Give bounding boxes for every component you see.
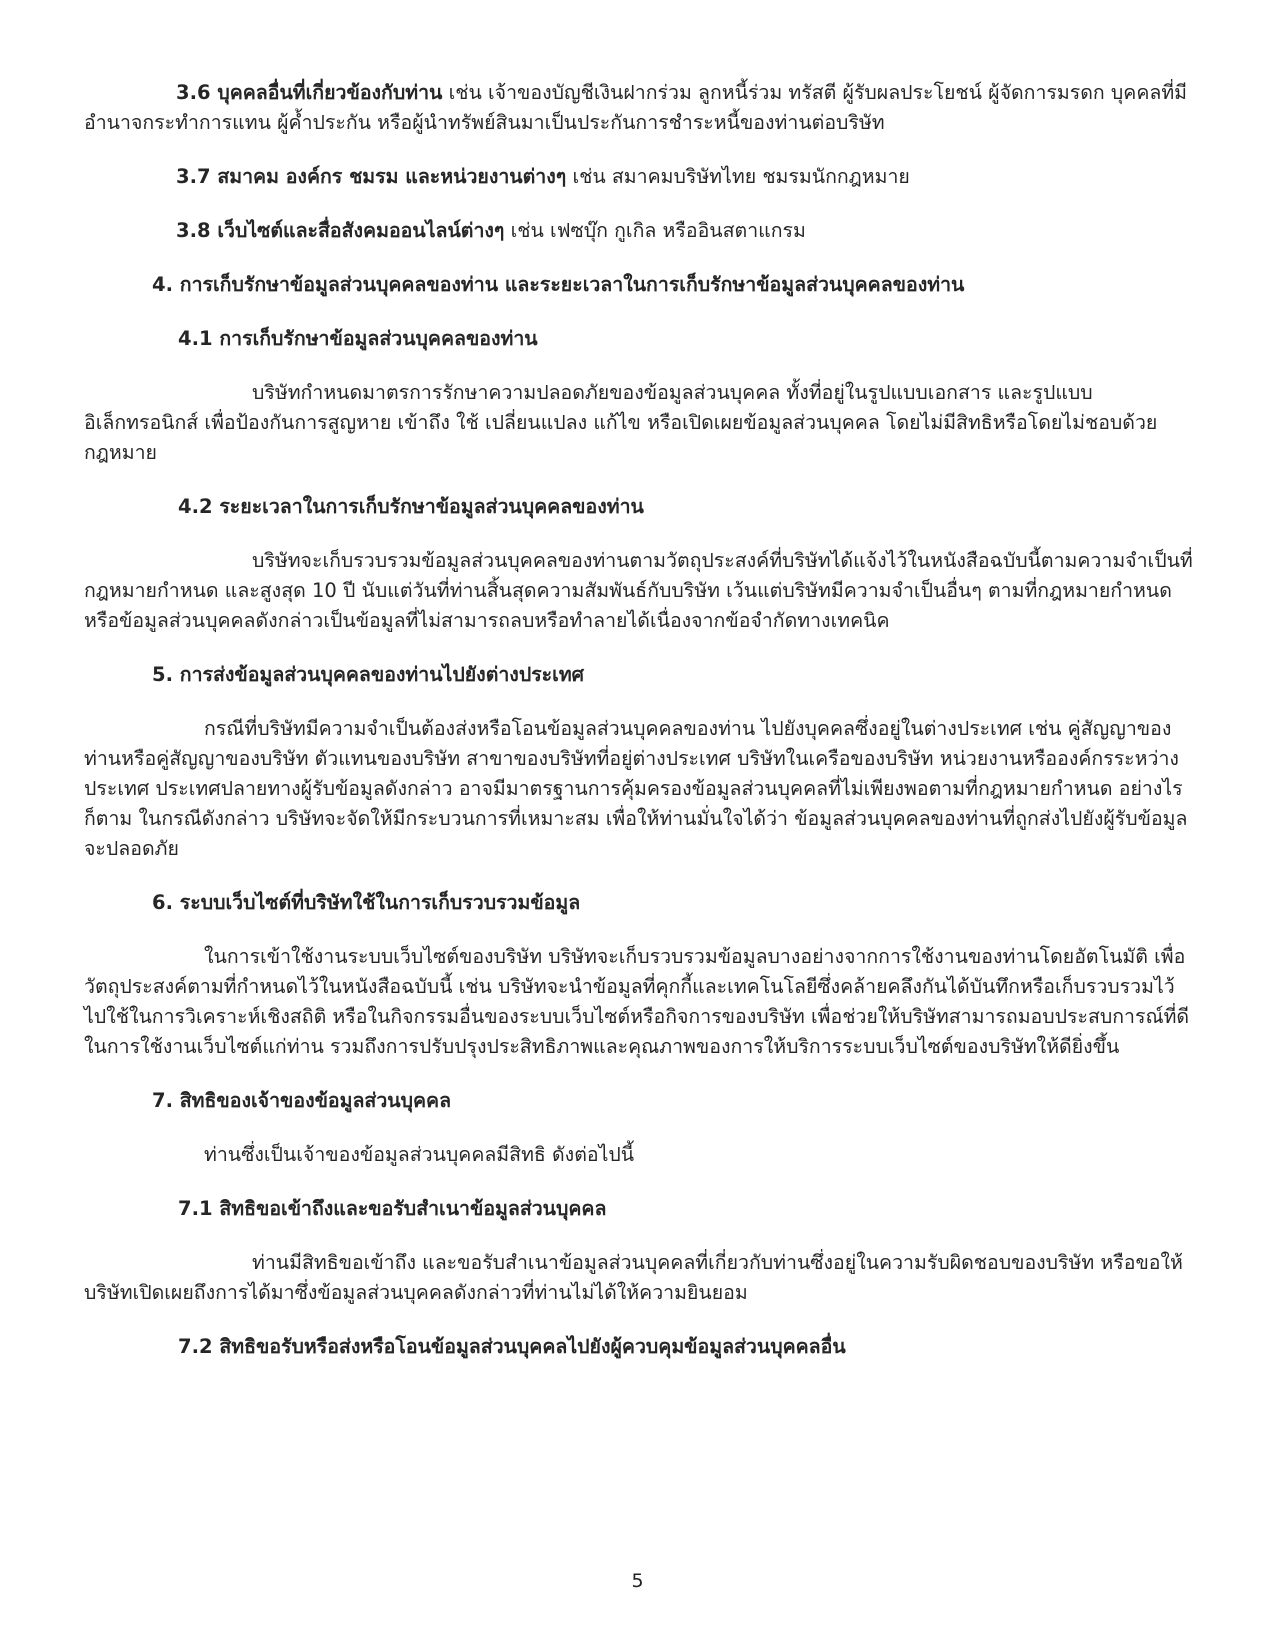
section-heading-6: 6. ระบบเว็บไซต์ที่บริษัทใช้ในการเก็บรวบรวมข้อมูล [152, 891, 581, 914]
section-heading-7-2: 7.2 สิทธิขอรับหรือส่งหรือโอนข้อมูลส่วนบุคคลไปยังผู้ควบคุมข้อมูลส่วนบุคคลอื่น [178, 1335, 846, 1358]
section-body-5: กรณีที่บริษัทมีความจำเป็นต้องส่งหรือโอนข้อมูลส่วนบุคคลของท่าน ไปยังบุคคลซึ่งอยู่ในต่างประเทศ เช่น คู่สัญญาของท่านหรือคู่สัญญาของบริษัท ตัวแทนของบริษัท สาขาของบริษัทที่อยู่ต่างประเทศ บริษัทในเครือของบริษัท หน่วยงานหรือองค์กรระหว่างประเทศ ประเทศปลายทางผู้รับข้อมูลดังกล่าว อาจมีมาตรฐานการคุ้มครองข้อมูลส่วนบุคคลที่ไม่เพียงพอตามที่กฎหมายกำหนด อย่างไรก็ตาม ในกรณีดังกล่าว บริษัทจะจัดให้มีกระบวนการที่เหมาะสม เพื่อให้ท่านมั่นใจได้ว่า ข้อมูลส่วนบุคคลของท่านที่ถูกส่งไปยังผู้รับข้อมูลจะปลอดภัย [84, 717, 1188, 860]
section-body-7: ท่านซึ่งเป็นเจ้าของข้อมูลส่วนบุคคลมีสิทธิ ดังต่อไปนี้ [204, 1143, 635, 1166]
section-heading-7-1: 7.1 สิทธิขอเข้าถึงและขอรับสำเนาข้อมูลส่วนบุคคล [178, 1197, 607, 1220]
section-text-3-8: เช่น เฟซบุ๊ก กูเกิล หรืออินสตาแกรม [504, 219, 806, 242]
section-label-3-6: 3.6 บุคคลอื่นที่เกี่ยวข้องกับท่าน [176, 81, 443, 104]
section-body-6: ในการเข้าใช้งานระบบเว็บไซต์ของบริษัท บริษัทจะเก็บรวบรวมข้อมูลบางอย่างจากการใช้งานของท่านโดยอัตโนมัติ เพื่อวัตถุประสงค์ตามที่กำหนดไว้ในหนังสือฉบับนี้ เช่น บริษัทจะนำข้อมูลที่คุกกี้และเทคโนโลยีซึ่งคล้ายคลึงกันได้บันทึกหรือเก็บรวบรวมไว้ ไปใช้ในการวิเคราะห์เชิงสถิติ หรือในกิจกรรมอื่นของระบบเว็บไซต์หรือกิจการของบริษัท เพื่อช่วยให้บริษัทสามารถมอบประสบการณ์ที่ดีในการใช้งานเว็บไซต์แก่ท่าน รวมถึงการปรับปรุงประสิทธิภาพและคุณภาพของการให้บริการระบบเว็บไซต์ของบริษัทให้ดียิ่งขึ้น [84, 945, 1190, 1058]
paragraph-3-6 [84, 78, 1194, 138]
section-body-4-2: บริษัทจะเก็บรวบรวมข้อมูลส่วนบุคคลของท่านตามวัตถุประสงค์ที่บริษัทได้แจ้งไว้ในหนังสือฉบับนี้ตามความจำเป็นที่กฎหมายกำหนด และสูงสุด 10 ปี นับแต่วันที่ท่านสิ้นสุดความสัมพันธ์กับบริษัท เว้นแต่บริษัทมีความจำเป็นอื่นๆ ตามที่กฎหมายกำหนด หรือข้อมูลส่วนบุคคลดังกล่าวเป็นข้อมูลที่ไม่สามารถลบหรือทำลายได้เนื่องจากข้อจำกัดทางเทคนิค [84, 549, 1193, 632]
section-label-3-7: 3.7 สมาคม องค์กร ชมรม และหน่วยงานต่างๆ [176, 165, 567, 188]
section-heading-4-1: 4.1 การเก็บรักษาข้อมูลส่วนบุคคลของท่าน [178, 327, 538, 350]
paragraph-3-8 [84, 216, 1194, 246]
section-body-4-1: บริษัทกำหนดมาตรการรักษาความปลอดภัยของข้อมูลส่วนบุคคล ทั้งที่อยู่ในรูปแบบเอกสาร และรูปแบบอิเล็กทรอนิกส์ เพื่อป้องกันการสูญหาย เข้าถึง ใช้ เปลี่ยนแปลง แก้ไข หรือเปิดเผยข้อมูลส่วนบุคคล โดยไม่มีสิทธิหรือโดยไม่ชอบด้วยกฎหมาย [84, 381, 1158, 464]
page-number: 5 [631, 1570, 644, 1592]
document-page [84, 78, 1194, 1386]
section-heading-4-2: 4.2 ระยะเวลาในการเก็บรักษาข้อมูลส่วนบุคคลของท่าน [178, 495, 644, 518]
section-text-3-6: เช่น เจ้าของบัญชีเงินฝากร่วม ลูกหนี้ร่วม ทรัสตี ผู้รับผลประโยชน์ ผู้จัดการมรดก บุคคลที่มีอำนาจกระทำการแทน ผู้ค้ำประกัน หรือผู้นำทรัพย์สินมาเป็นประกันการชำระหนี้ของท่านต่อบริษัท [84, 81, 1188, 134]
section-label-3-8: 3.8 เว็บไซต์และสื่อสังคมออนไลน์ต่างๆ [176, 219, 505, 242]
section-text-3-7: เช่น สมาคมบริษัทไทย ชมรมนักกฎหมาย [566, 165, 910, 188]
section-body-7-1: ท่านมีสิทธิขอเข้าถึง และขอรับสำเนาข้อมูลส่วนบุคคลที่เกี่ยวกับท่านซึ่งอยู่ในความรับผิดชอบของบริษัท หรือขอให้บริษัทเปิดเผยถึงการได้มาซึ่งข้อมูลส่วนบุคคลดังกล่าวที่ท่านไม่ได้ให้ความยินยอม [84, 1251, 1183, 1304]
paragraph-3-7 [84, 162, 1194, 192]
section-heading-4: 4. การเก็บรักษาข้อมูลส่วนบุคคลของท่าน และระยะเวลาในการเก็บรักษาข้อมูลส่วนบุคคลของท่าน [152, 273, 965, 296]
section-heading-5: 5. การส่งข้อมูลส่วนบุคคลของท่านไปยังต่างประเทศ [152, 663, 585, 686]
section-heading-7: 7. สิทธิของเจ้าของข้อมูลส่วนบุคคล [152, 1089, 452, 1112]
